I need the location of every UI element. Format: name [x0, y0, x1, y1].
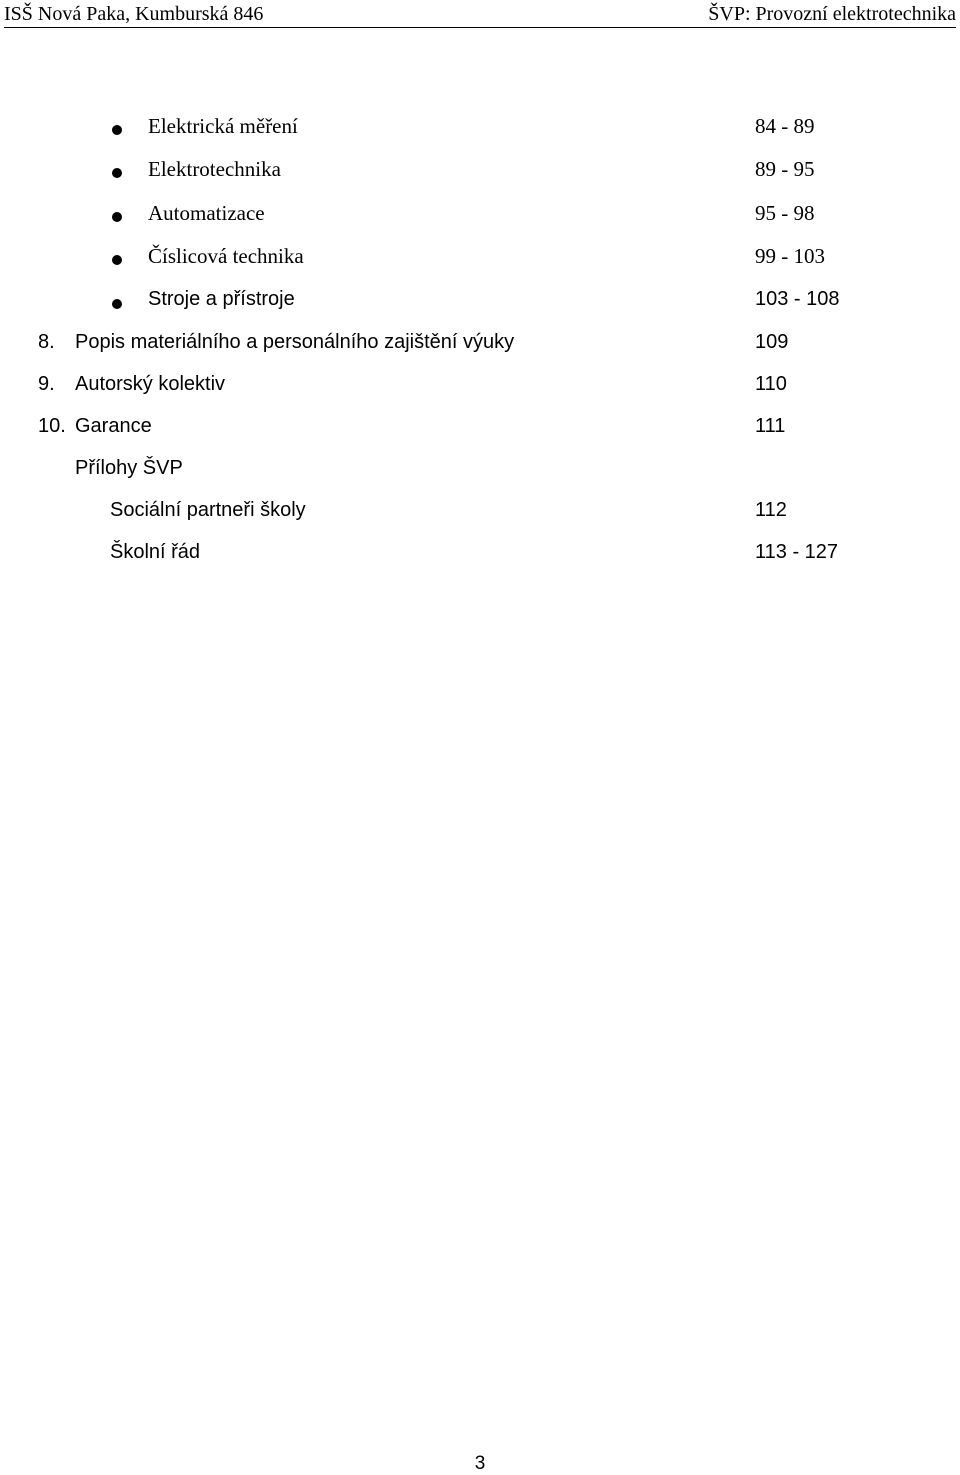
- toc-section-label: Autorský kolektiv: [75, 373, 226, 395]
- toc-item-pages: 84 - 89: [755, 114, 815, 138]
- toc-section-number: 8.: [38, 331, 55, 353]
- toc-appendix-item: [0, 499, 960, 529]
- toc-item-label: Elektrotechnika: [148, 157, 281, 181]
- toc-item-label: Číslicová technika: [148, 244, 304, 268]
- toc-section-item: [0, 373, 960, 403]
- toc-section-pages: 111: [755, 415, 786, 437]
- bullet-icon: [112, 125, 122, 135]
- bullet-icon: [112, 299, 122, 309]
- toc-item-label: Elektrická měření: [148, 114, 298, 138]
- bullet-icon: [112, 168, 122, 178]
- toc-appendix-item-label: Školní řád: [110, 541, 201, 563]
- toc-appendix-heading: [0, 457, 960, 487]
- page-number: 3: [474, 1453, 486, 1474]
- toc-appendix-item-pages: 112: [755, 499, 787, 521]
- toc-appendix-label: Přílohy ŠVP: [75, 457, 183, 479]
- toc-section-item: [0, 415, 960, 445]
- toc-section-label: Popis materiálního a personálního zajištění výuky: [75, 331, 515, 353]
- toc-section-pages: 109: [755, 331, 789, 353]
- toc-item-pages: 95 - 98: [755, 201, 815, 225]
- page-header: [4, 0, 956, 28]
- toc-bullet-item: [0, 114, 960, 144]
- toc-item-pages: 103 - 108: [755, 288, 840, 310]
- toc-section-number: 10.: [38, 415, 66, 437]
- toc-appendix-item-pages: 113 - 127: [755, 541, 839, 563]
- toc-bullet-item: [0, 157, 960, 187]
- toc-bullet-item: [0, 288, 960, 318]
- toc-item-pages: 99 - 103: [755, 244, 825, 268]
- toc-section-item: [0, 331, 960, 361]
- header-school-name: ISŠ Nová Paka, Kumburská 846: [4, 3, 264, 25]
- toc-section-number: 9.: [38, 373, 55, 395]
- toc-bullet-item: [0, 244, 960, 274]
- bullet-icon: [112, 255, 122, 265]
- toc-appendix-item-label: Sociální partneři školy: [110, 499, 306, 521]
- toc-appendix-item: [0, 541, 960, 571]
- header-document-title: ŠVP: Provozní elektrotechnika: [708, 3, 956, 25]
- toc-section-pages: 110: [755, 373, 787, 395]
- toc-item-label: Stroje a přístroje: [148, 288, 295, 310]
- bullet-icon: [112, 212, 122, 222]
- toc-item-pages: 89 - 95: [755, 157, 815, 181]
- toc-section-label: Garance: [75, 415, 152, 437]
- toc-item-label: Automatizace: [148, 201, 265, 225]
- toc-bullet-item: [0, 201, 960, 231]
